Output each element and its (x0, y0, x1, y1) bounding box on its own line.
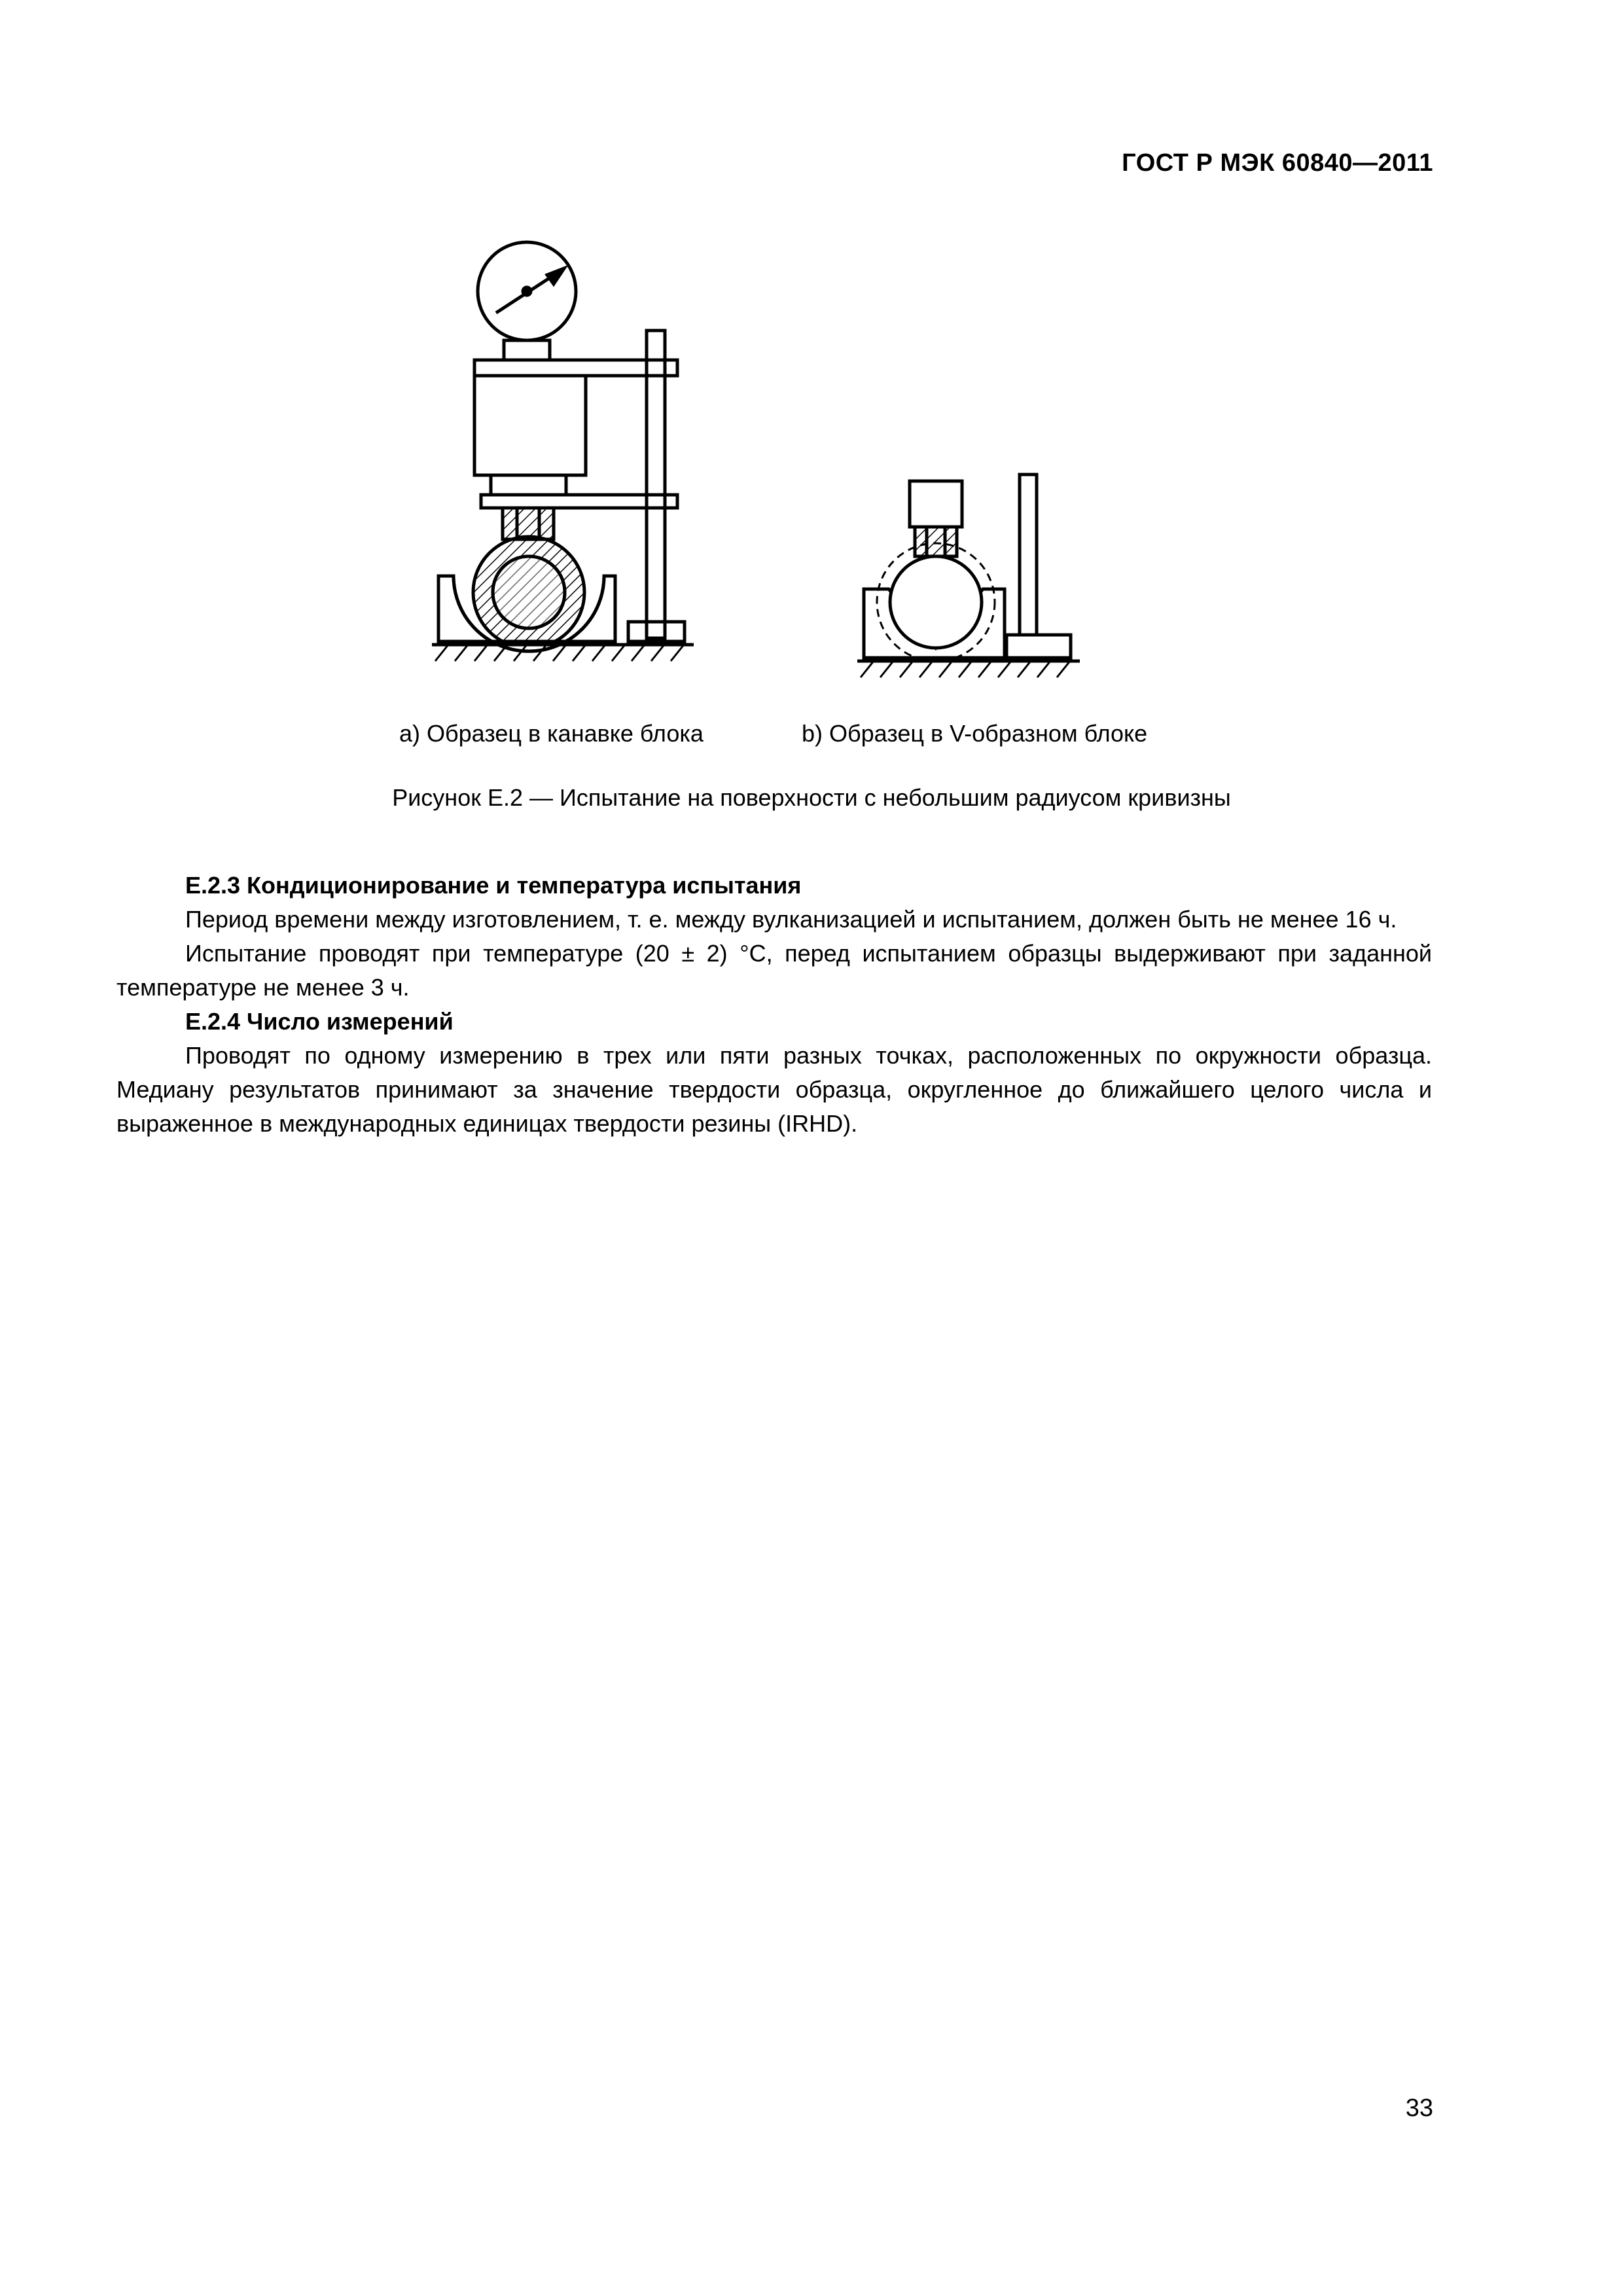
document-body (116, 869, 1432, 1141)
figure-e2-drawing (419, 236, 1171, 707)
apparatus-groove-block (432, 242, 694, 661)
page-number: 33 (1405, 2094, 1433, 2122)
section-heading: E.2.4 Число измерений (185, 1008, 454, 1035)
figure-subcaption-a: a) Образец в канавке блока (399, 720, 704, 747)
document-header: ГОСТ Р МЭК 60840—2011 (1122, 149, 1433, 177)
figure-caption: Рисунок E.2 — Испытание на поверхности с небольшим радиусом кривизны (392, 784, 1231, 811)
figure-e2 (419, 236, 1171, 707)
apparatus-v-block (857, 475, 1080, 677)
paragraph: Период времени между изготовлением, т. е. между вулканизацией и испытанием, должен быть не менее 16 ч. (185, 906, 1397, 933)
figure-subcaption-b: b) Образец в V-образном блоке (802, 720, 1148, 747)
section-heading: E.2.3 Кондиционирование и температура испытания (185, 872, 802, 899)
paragraph: Испытание проводят при температуре (20 ± 2) °C, перед испытанием образцы выдерживают при заданной температуре не менее 3 ч. (116, 940, 1432, 1001)
paragraph: Проводят по одному измерению в трех или пяти разных точках, расположенных по окружности образца. Медиану результатов принимают за значение твердости образца, округленное до ближайшего целого числа и выраженное в международных единицах твердости резины (IRHD). (116, 1042, 1432, 1137)
